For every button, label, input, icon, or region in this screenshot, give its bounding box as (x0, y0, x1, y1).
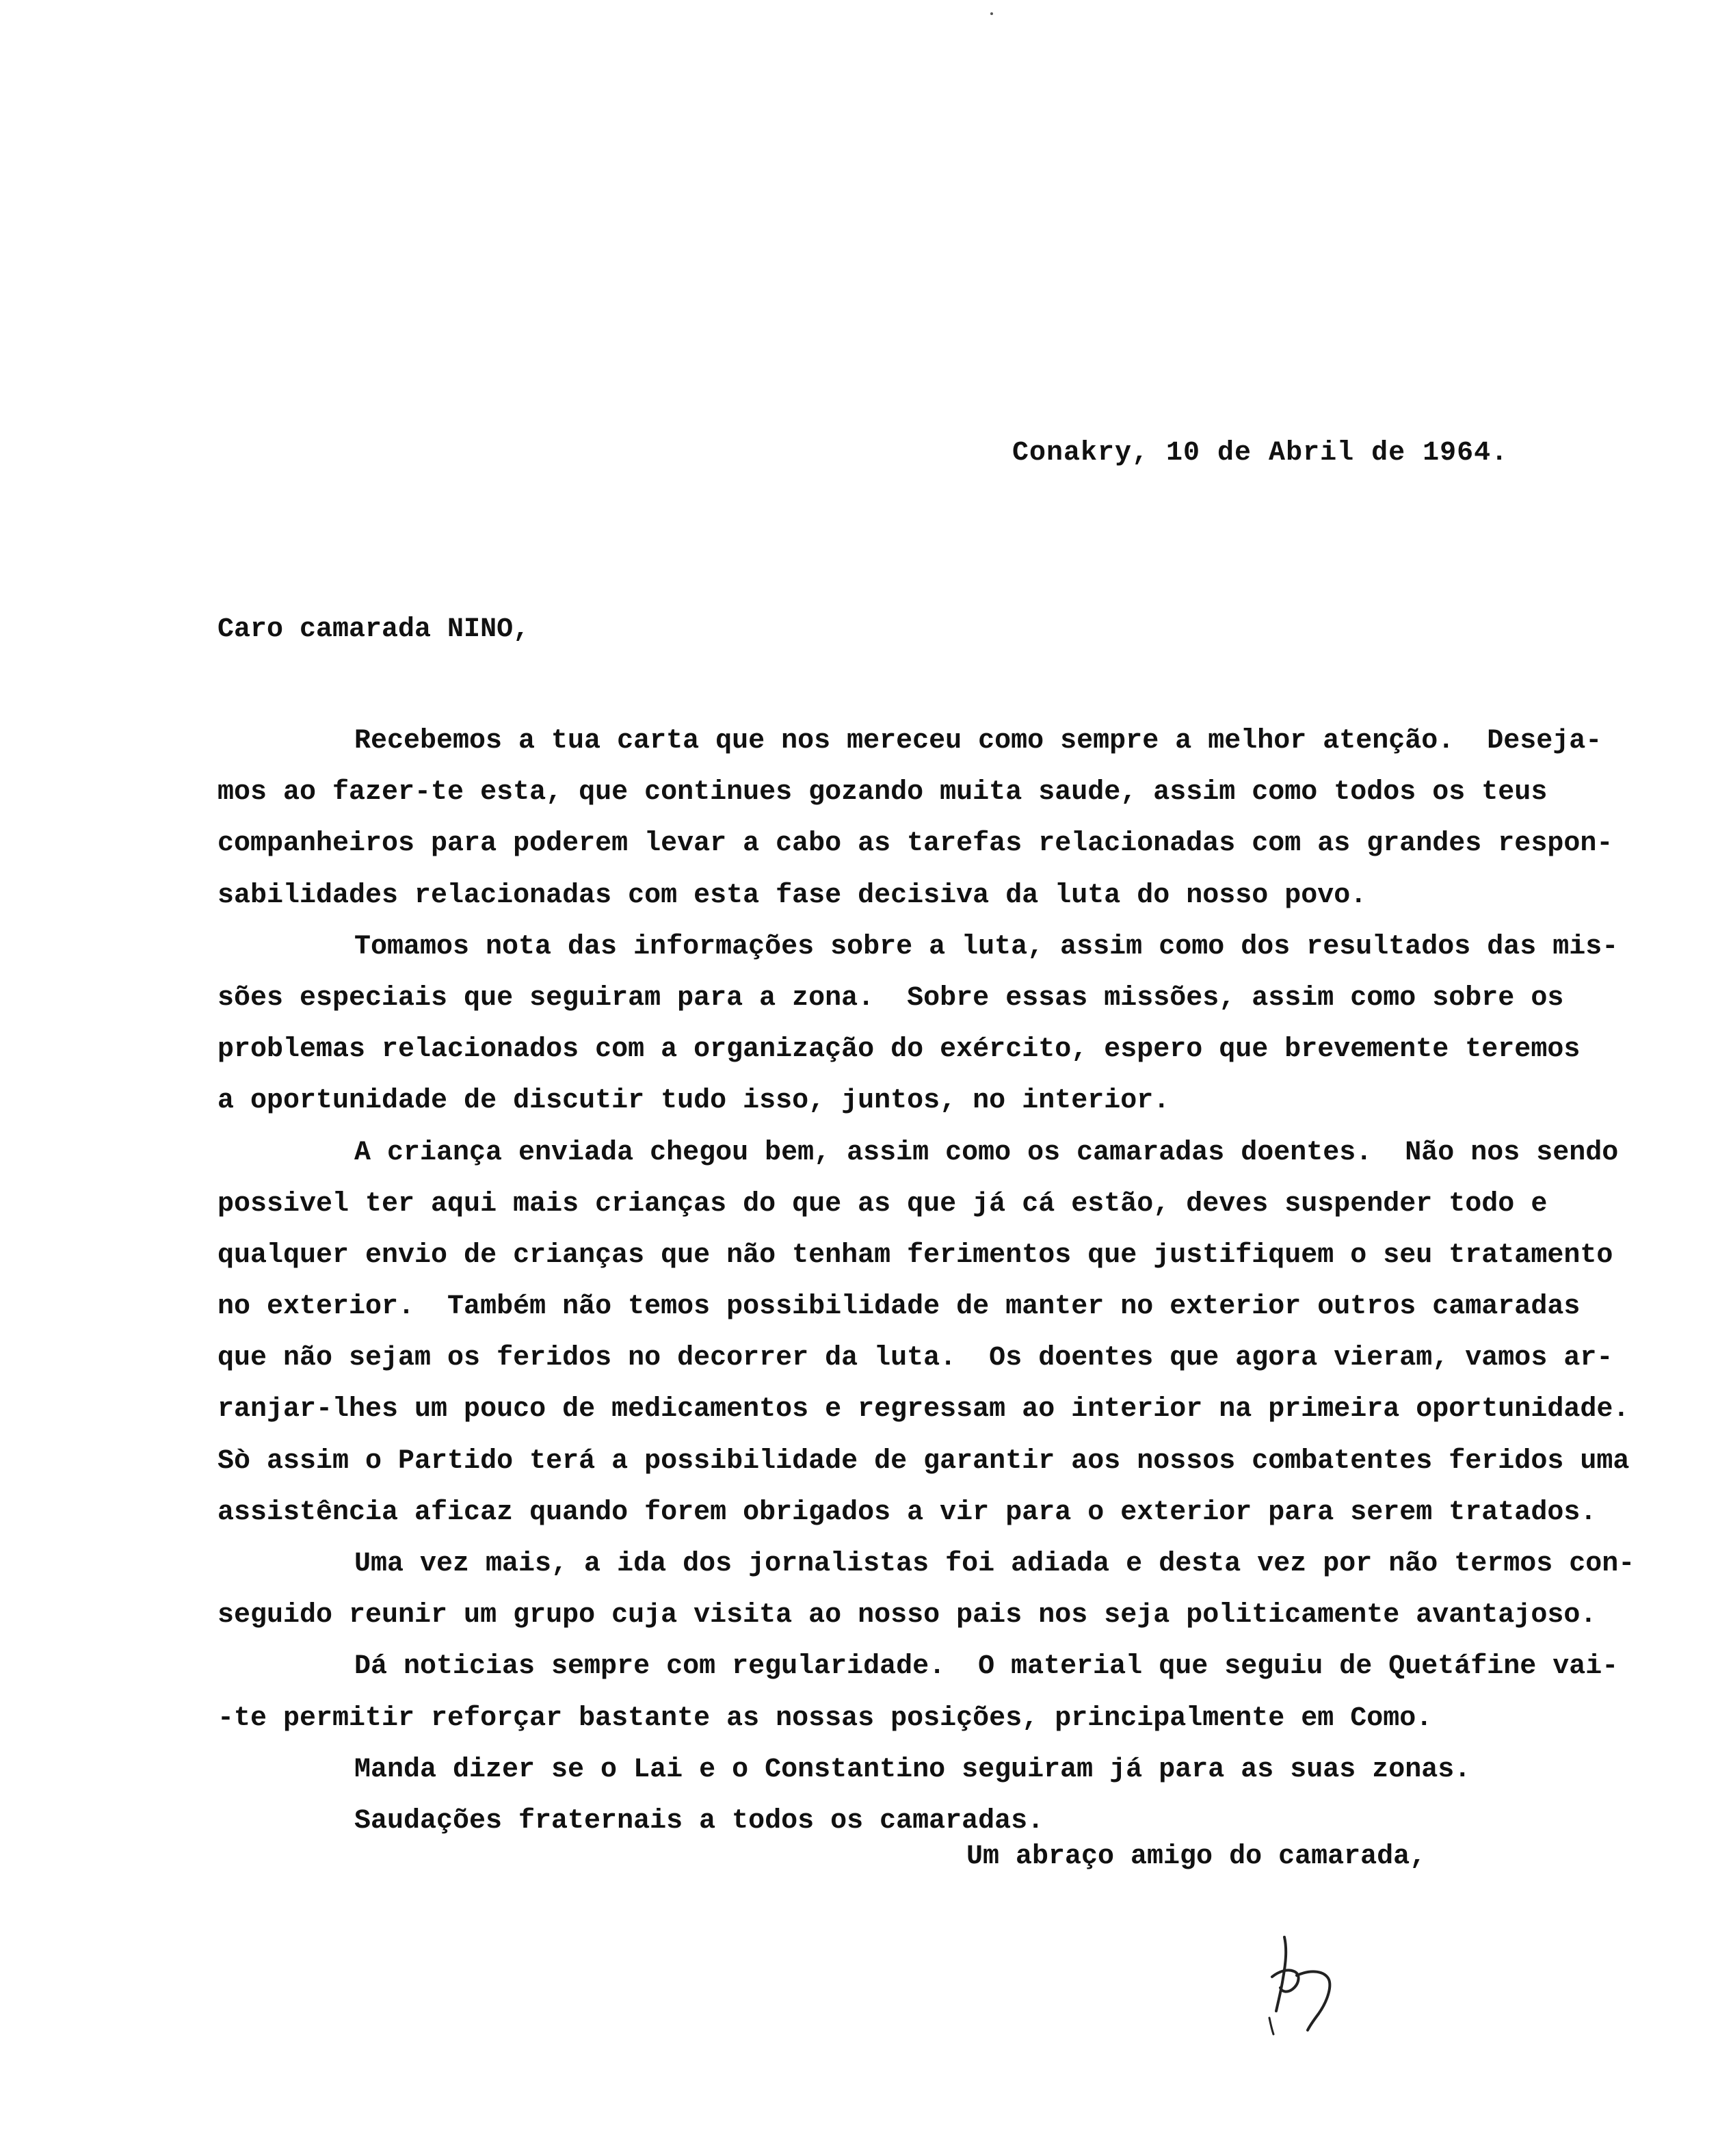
body-line: assistência aficaz quando forem obrigados a vir para o exterior para serem tratados. (217, 1497, 1597, 1528)
body-line: no exterior. Também não temos possibilidade de manter no exterior outros camaradas (217, 1291, 1581, 1323)
body-line: ranjar-lhes um pouco de medicamentos e regressam ao interior na primeira oportunidade. (217, 1394, 1630, 1425)
letter-body (217, 715, 1674, 1847)
body-line: sões especiais que seguiram para a zona. Sobre essas missões, assim como sobre os (217, 982, 1564, 1014)
body-line: -te permitir reforçar bastante as nossas posições, principalmente em Como. (217, 1703, 1433, 1734)
body-line: Manda dizer se o Lai e o Constantino seguiram já para as suas zonas. (354, 1754, 1471, 1785)
body-line: a oportunidade de discutir tudo isso, juntos, no interior. (217, 1086, 1170, 1117)
body-line: Sò assim o Partido terá a possibilidade de garantir aos nossos combatentes feridos uma (217, 1445, 1630, 1477)
body-line: Tomamos nota das informações sobre a luta, assim como dos resultados das mis- (354, 931, 1619, 962)
body-line: qualquer envio de crianças que não tenham ferimentos que justifiquem o seu tratamento (217, 1239, 1613, 1271)
handwritten-signature (1252, 1929, 1347, 2038)
letter-closing: Um abraço amigo do camarada, (966, 1841, 1427, 1872)
body-line: que não sejam os feridos no decorrer da luta. Os doentes que agora vieram, vamos ar- (217, 1343, 1613, 1374)
body-line: mos ao fazer-te esta, que continues gozando muita saude, assim como todos os teus (217, 777, 1548, 808)
scan-speck (990, 12, 993, 15)
body-line: sabilidades relacionadas com esta fase decisiva da luta do nosso povo. (217, 880, 1367, 911)
body-line: possivel ter aqui mais crianças do que as que já cá estão, deves suspender todo e (217, 1188, 1548, 1220)
body-line: Saudações fraternais a todos os camaradas. (354, 1805, 1044, 1837)
body-line: Uma vez mais, a ida dos jornalistas foi adiada e desta vez por não termos con- (354, 1549, 1635, 1579)
letter-salutation: Caro camarada NINO, (217, 614, 530, 645)
letter-date: Conakry, 10 de Abril de 1964. (1012, 438, 1509, 469)
body-line: A criança enviada chegou bem, assim como os camaradas doentes. Não nos sendo (354, 1137, 1619, 1168)
body-line: companheiros para poderem levar a cabo as tarefas relacionadas com as grandes respon- (217, 828, 1613, 860)
body-line: seguido reunir um grupo cuja visita ao nosso pais nos seja politicamente avantajoso. (217, 1600, 1597, 1631)
body-line: Dá noticias sempre com regularidade. O material que seguiu de Quetáfine vai- (354, 1651, 1619, 1683)
body-line: Recebemos a tua carta que nos mereceu como sempre a melhor atenção. Deseja- (354, 726, 1602, 757)
body-line: problemas relacionados com a organização do exército, espero que brevemente teremos (217, 1034, 1581, 1066)
